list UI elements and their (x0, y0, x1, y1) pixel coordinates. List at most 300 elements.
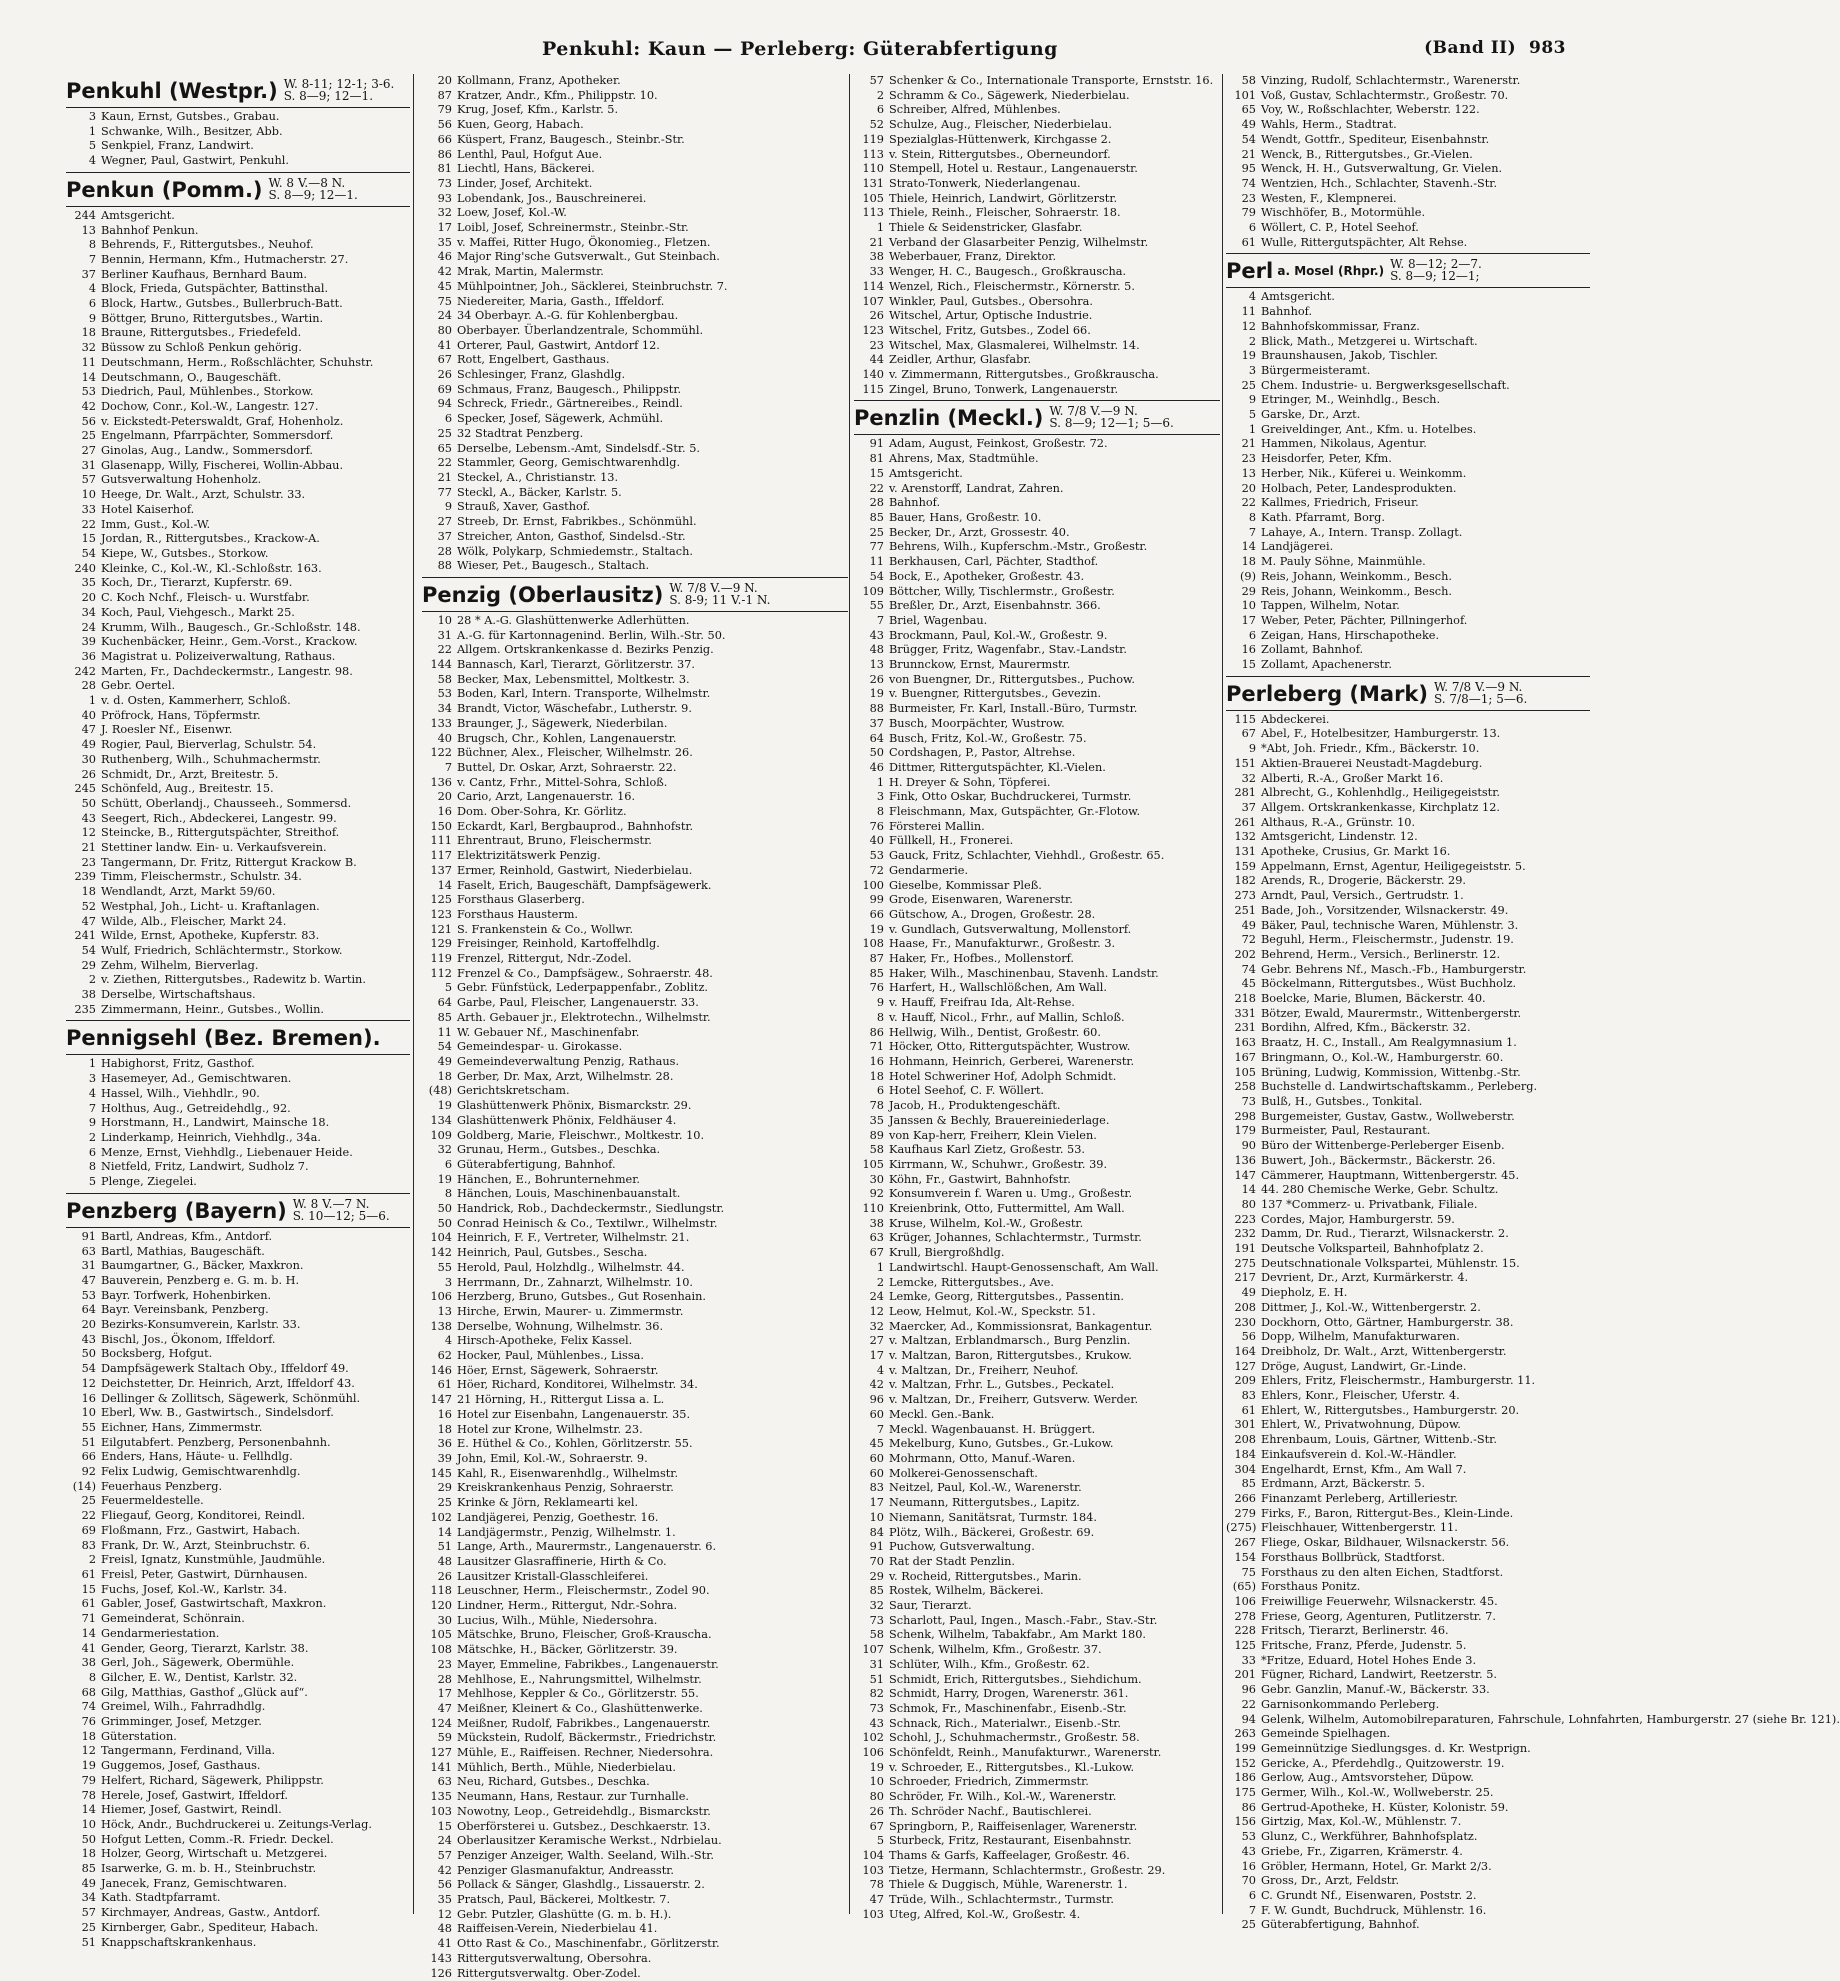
list-item (854, 1790, 1220, 1805)
list-item (854, 1540, 1220, 1555)
entry-text: Freisinger, Reinhold, Kartoffelhdlg. (457, 937, 660, 951)
phone-number: 32 (1241, 771, 1256, 785)
entry-text: v. Zimmermann, Rittergutsbes., Großkrauscha. (889, 368, 1159, 382)
phone-number: 6 (88, 297, 96, 311)
list-item (1226, 786, 1590, 801)
entry-text: Füllkell, H., Fronerei. (889, 834, 1014, 848)
phone-number: 52 (869, 118, 884, 132)
list-item (422, 1540, 848, 1555)
phone-number: 21 (1241, 437, 1256, 451)
phone-number: 58 (869, 1143, 884, 1157)
entry-text: Hasemeyer, Ad., Gemischtwaren. (101, 1072, 292, 1086)
list-item (854, 1143, 1220, 1158)
list-item (854, 555, 1220, 570)
phone-number: 244 (74, 208, 96, 222)
list-item (854, 1364, 1220, 1379)
phone-number: 92 (81, 1465, 96, 1479)
phone-number: 150 (430, 819, 452, 833)
entry-text: Bannasch, Karl, Tierarzt, Görlitzerstr. 37. (457, 658, 695, 672)
phone-number: 20 (81, 1318, 96, 1332)
list-item (422, 893, 848, 908)
section-divider (66, 206, 410, 207)
list-item (854, 1599, 1220, 1614)
phone-number: 53 (81, 385, 96, 399)
entry-text: Reis, Johann, Weinkomm., Besch. (1261, 584, 1452, 598)
list-item (1226, 1551, 1590, 1566)
list-item (66, 1597, 410, 1612)
list-item (854, 1158, 1220, 1173)
entry-text: Forsthaus Hausterm. (457, 907, 579, 921)
entry-text: Thiele, Heinrich, Landwirt, Görlitzerstr. (889, 191, 1118, 205)
list-item (1226, 1021, 1590, 1036)
entry-text: Braatz, H. C., Install., Am Realgymnasium 1. (1261, 1036, 1517, 1050)
phone-number: 34 (81, 1891, 96, 1905)
phone-number: 10 (869, 1510, 884, 1524)
list-item (66, 1877, 410, 1892)
list-item (854, 103, 1220, 118)
entry-text: Bahnhof Penkun. (101, 223, 199, 237)
entry-text: Greiveldinger, Ant., Kfm. u. Hotelbes. (1261, 422, 1477, 436)
phone-number: 73 (1241, 1095, 1256, 1108)
phone-number: 56 (437, 118, 452, 132)
list-item (66, 1347, 410, 1362)
entry-text: Molkerei-Genossenschaft. (889, 1466, 1038, 1480)
list-item (1226, 1345, 1590, 1360)
phone-number: 85 (81, 1862, 96, 1876)
entry-text: Gebr. Fünfstück, Lederpappenfabr., Zoblitz. (457, 981, 708, 995)
list-item (854, 1070, 1220, 1085)
entry-text: Jacob, H., Produktengeschäft. (889, 1099, 1061, 1113)
list-item (854, 89, 1220, 104)
entry-text: Timm, Fleischermstr., Schulstr. 34. (101, 870, 302, 884)
list-item (66, 1642, 410, 1657)
entry-text: Kaun, Ernst, Gutsbes., Grabau. (101, 110, 280, 123)
list-item (854, 1129, 1220, 1144)
entry-text: Derselbe, Wirtschaftshaus. (101, 988, 256, 1002)
list-item (422, 1158, 848, 1173)
list-item (66, 1303, 410, 1318)
phone-number: 35 (437, 1893, 452, 1907)
phone-number: 131 (1234, 845, 1256, 859)
list-item (66, 1774, 410, 1789)
phone-number: 61 (437, 1378, 452, 1392)
list-item (66, 1818, 410, 1833)
phone-number: 83 (869, 1481, 884, 1495)
phone-number: 61 (81, 1597, 96, 1611)
entry-text: Hotel Kaiserhof. (101, 502, 195, 516)
list-item (422, 1378, 848, 1393)
phone-number: 12 (869, 1304, 884, 1318)
phone-number: 142 (430, 1246, 452, 1260)
list-item (1226, 118, 1590, 133)
list-item (422, 192, 848, 207)
phone-number: 23 (1241, 191, 1256, 205)
entry-text: Appelmann, Ernst, Agentur, Heiligegeiststr. 5. (1261, 859, 1526, 873)
phone-number: 105 (1234, 1065, 1256, 1079)
list-item (66, 606, 410, 621)
list-item (854, 1437, 1220, 1452)
list-item (66, 282, 410, 297)
phone-number: 146 (430, 1363, 452, 1377)
phone-number: 133 (430, 716, 452, 730)
list-item (854, 1217, 1220, 1232)
phone-number: 19 (1241, 349, 1256, 363)
office-hours-weekday: W. 7/8 V.—9 N. (669, 580, 758, 595)
list-item (854, 820, 1220, 835)
list-item (66, 1436, 410, 1451)
phone-number: 245 (74, 782, 96, 796)
entry-text: Herold, Paul, Holzhdlg., Wilhelmstr. 44. (457, 1260, 685, 1274)
phone-number: 77 (869, 540, 884, 554)
list-item (66, 1568, 410, 1583)
entry-text: Faselt, Erich, Baugeschäft, Dampfsägewerk. (457, 878, 712, 892)
directory-column-2 (422, 74, 848, 1981)
list-item (422, 1129, 848, 1144)
list-item (66, 1259, 410, 1274)
entry-text: Bäker, Paul, technische Waren, Mühlenstr. 3. (1261, 918, 1519, 932)
entry-text: Bartl, Andreas, Kfm., Antdorf. (101, 1229, 273, 1243)
list-item (854, 74, 1220, 89)
list-item (854, 1731, 1220, 1746)
entry-text: Zehm, Wilhelm, Bierverlag. (101, 958, 259, 972)
list-item (854, 1820, 1220, 1835)
entry-text: Neumann, Rittergutsbes., Lapitz. (889, 1496, 1080, 1510)
list-item (422, 1481, 848, 1496)
phone-number: 228 (1234, 1624, 1256, 1638)
phone-number: 6 (444, 412, 452, 426)
phone-number: 23 (81, 855, 96, 869)
list-item (66, 125, 410, 140)
entry-text: Bade, Joh., Vorsitzender, Wilsnackerstr. 49. (1261, 903, 1509, 917)
phone-number: 163 (1234, 1036, 1256, 1050)
list-item (1226, 1830, 1590, 1845)
phone-number: 106 (1234, 1594, 1256, 1608)
entry-text: Kreiskrankenhaus Penzig, Sohraerstr. (457, 1481, 674, 1495)
entry-text: Kratzer, Andr., Kfm., Philippstr. 10. (457, 88, 658, 102)
list-item (854, 1496, 1220, 1511)
phone-number: 104 (862, 1848, 884, 1862)
phone-number: 12 (81, 1744, 96, 1758)
list-item (66, 1891, 410, 1906)
list-item (1226, 1771, 1590, 1786)
phone-number: 50 (81, 1832, 96, 1846)
list-item (422, 486, 848, 501)
phone-number: 83 (81, 1538, 96, 1552)
entry-text: E. Hüthel & Co., Kohlen, Görlitzerstr. 55. (457, 1437, 693, 1451)
list-item (1226, 364, 1590, 379)
phone-number: 7 (1248, 1903, 1256, 1917)
list-item (66, 1744, 410, 1759)
list-item (1226, 236, 1590, 251)
entry-text: Schenker & Co., Internationale Transporte, Ernststr. 16. (889, 74, 1214, 87)
entry-text: Zingel, Bruno, Tonwerk, Langenauerstr. (889, 382, 1119, 396)
section-heading (66, 177, 410, 203)
phone-number: 48 (437, 1922, 452, 1936)
list-item (422, 1334, 848, 1349)
entry-text: Schlesinger, Franz, Glashdlg. (457, 368, 626, 382)
entry-text: Eberl, Ww. B., Gastwirtsch., Sindelsdorf. (101, 1406, 334, 1420)
entry-text: Brandt, Victor, Wäschefabr., Lutherstr. 9. (457, 702, 692, 716)
phone-number: 9 (88, 311, 96, 325)
office-hours-weekday: W. 7/8 V.—9 N. (1049, 404, 1138, 419)
phone-number: 19 (81, 1759, 96, 1773)
list-item (66, 915, 410, 930)
entry-text: Fliegauf, Georg, Konditorei, Reindl. (101, 1509, 306, 1523)
list-item (854, 1834, 1220, 1849)
entry-text: Fleischhauer, Wittenbergerstr. 11. (1261, 1521, 1458, 1535)
phone-number: 63 (869, 1231, 884, 1245)
entry-text: Forsthaus zu den alten Eichen, Stadtforst. (1261, 1565, 1504, 1579)
list-item (854, 1011, 1220, 1026)
list-item (66, 1480, 410, 1495)
phone-number: 17 (437, 1687, 452, 1701)
entry-text: Zeigan, Hans, Hirschapotheke. (1261, 628, 1440, 642)
phone-number: 18 (81, 1847, 96, 1861)
list-item (1226, 1889, 1590, 1904)
phone-number: 15 (81, 1582, 96, 1596)
list-item (854, 1687, 1220, 1702)
phone-number: 64 (869, 731, 884, 745)
phone-number: 26 (81, 767, 96, 781)
list-item (854, 1173, 1220, 1188)
phone-number: 64 (81, 1303, 96, 1317)
phone-number: 49 (1241, 918, 1256, 932)
phone-number: 9 (88, 1116, 96, 1130)
phone-number: 167 (1234, 1050, 1256, 1064)
entry-text: Bennin, Hermann, Kfm., Hutmacherstr. 27. (101, 252, 349, 266)
entry-text: Steckl, A., Bäcker, Karlstr. 5. (457, 485, 622, 499)
list-item (1226, 1815, 1590, 1830)
phone-number: 48 (869, 643, 884, 657)
list-item (66, 1612, 410, 1627)
list-item (422, 1717, 848, 1732)
list-item (66, 1524, 410, 1539)
phone-number: 7 (1248, 525, 1256, 539)
list-item (854, 1526, 1220, 1541)
phone-number: 60 (869, 1407, 884, 1421)
phone-number: 87 (437, 88, 452, 102)
entry-text: Bischl, Jos., Ökonom, Iffeldorf. (101, 1332, 276, 1346)
phone-number: 6 (1248, 628, 1256, 642)
phone-number: 182 (1234, 874, 1256, 888)
entry-text: Janssen & Bechly, Brauereiniederlage. (889, 1113, 1110, 1127)
phone-number: 47 (81, 914, 96, 928)
list-item (66, 1936, 410, 1951)
phone-number: 208 (1234, 1433, 1256, 1447)
phone-number: 28 (81, 679, 96, 693)
phone-number: 67 (437, 353, 452, 367)
entry-text: Witschel, Fritz, Gutsbes., Zodel 66. (889, 323, 1091, 337)
list-item (1226, 1448, 1590, 1463)
list-item (66, 154, 410, 169)
entry-text: Mühlpointner, Joh., Säcklerei, Steinbruchstr. 7. (457, 279, 728, 293)
phone-number: 10 (81, 1406, 96, 1420)
phone-number: 3 (88, 1072, 96, 1086)
phone-number: 106 (862, 1746, 884, 1760)
entry-text: Schönfeldt, Reinh., Manufakturwr., Warenerstr. (889, 1746, 1162, 1760)
list-item (422, 250, 848, 265)
list-item (66, 694, 410, 709)
entry-text: Zimmermann, Heinr., Gutsbes., Wollin. (101, 1002, 324, 1016)
list-item (422, 1599, 848, 1614)
list-item (1226, 1301, 1590, 1316)
phone-number: 102 (430, 1510, 452, 1524)
entry-text: Cordes, Major, Hamburgerstr. 59. (1261, 1212, 1455, 1226)
phone-number: 49 (437, 1055, 452, 1068)
list-item (1226, 643, 1590, 658)
phone-number: 105 (862, 191, 884, 205)
entry-text: Busch, Moorpächter, Wustrow. (889, 716, 1065, 730)
entry-text: Holzer, Georg, Wirtschaft u. Metzgerei. (101, 1847, 328, 1861)
phone-number: 13 (81, 223, 96, 237)
entry-text: Fleischmann, Max, Gutspächter, Gr.-Flotow. (889, 805, 1141, 819)
list-item (1226, 408, 1590, 423)
entry-text: Althaus, R.-A., Grünstr. 10. (1261, 815, 1416, 829)
phone-number: 65 (1241, 103, 1256, 117)
phone-number: 42 (437, 265, 452, 279)
entry-text: Weber, Peter, Pächter, Pillningerhof. (1261, 613, 1468, 627)
phone-number: 15 (437, 1819, 452, 1833)
list-item (854, 467, 1220, 482)
phone-number: 3 (1248, 363, 1256, 377)
phone-number: 83 (1241, 1389, 1256, 1403)
list-item (1226, 1683, 1590, 1698)
entry-text: Grode, Eisenwaren, Warenerstr. (889, 893, 1073, 907)
entry-text: Mückstein, Rudolf, Bäckermstr., Friedrichstr. (457, 1731, 717, 1745)
entry-text: Gemeinderat, Schönrain. (101, 1612, 245, 1626)
phone-number: 22 (869, 481, 884, 495)
list-item (1226, 933, 1590, 948)
list-item (422, 1775, 848, 1790)
list-item (854, 1246, 1220, 1261)
entry-text: Diepholz, E. H. (1261, 1286, 1348, 1300)
place-name: Perl (1226, 259, 1274, 284)
entry-text: Nowotny, Leop., Getreidehdlg., Bismarckstr. (457, 1804, 711, 1818)
list-item (66, 1318, 410, 1333)
entry-text: Adam, August, Feinkost, Großestr. 72. (889, 437, 1108, 451)
phone-number: 58 (1241, 74, 1256, 87)
list-item (1226, 742, 1590, 757)
entry-text: Loew, Josef, Kol.-W. (457, 206, 567, 220)
list-item (422, 177, 848, 192)
list-item (66, 139, 410, 154)
phone-number: 11 (869, 555, 884, 569)
list-item (422, 1908, 848, 1923)
list-item (422, 74, 848, 89)
phone-number: 217 (1234, 1271, 1256, 1285)
list-item (66, 1862, 410, 1877)
entry-text: Erdmann, Arzt, Bäckerstr. 5. (1261, 1477, 1426, 1491)
entry-text: Penziger Glasmanufaktur, Andreasstr. (457, 1863, 674, 1877)
list-item (422, 1731, 848, 1746)
phone-number: 18 (81, 885, 96, 899)
list-item (854, 952, 1220, 967)
list-item (66, 900, 410, 915)
entry-text: Feuerhaus Penzberg. (101, 1479, 223, 1493)
entry-text: Jordan, R., Rittergutsbes., Krackow-A. (101, 532, 320, 546)
list-item (854, 1849, 1220, 1864)
entry-text: Spezialglas-Hüttenwerk, Kirchgasse 2. (889, 132, 1112, 146)
entry-text: Kahl, R., Eisenwarenhdlg., Wilhelmstr. (457, 1466, 679, 1480)
entry-text: Rostek, Wilhelm, Bäckerei. (889, 1584, 1044, 1598)
phone-number: 71 (81, 1612, 96, 1626)
entry-text: Wöllert, C. P., Hotel Seehof. (1261, 221, 1419, 235)
entry-text: 137 *Commerz- u. Privatbank, Filiale. (1261, 1197, 1478, 1211)
phone-number: 38 (81, 988, 96, 1002)
phone-number: 22 (81, 517, 96, 531)
phone-number: 79 (437, 103, 452, 117)
entry-text: Penziger Anzeiger, Walth. Seeland, Wilh.-Str. (457, 1848, 714, 1862)
entry-text: Girtzig, Max, Kol.-W., Mühlenstr. 7. (1261, 1815, 1462, 1829)
phone-number: 51 (437, 1540, 452, 1554)
list-item (1226, 1404, 1590, 1419)
entry-text: Buttel, Dr. Oskar, Arzt, Sohraerstr. 22. (457, 760, 677, 774)
phone-number: 56 (81, 414, 96, 428)
phone-number: 86 (869, 1025, 884, 1039)
phone-number: 37 (437, 529, 452, 543)
list-item (854, 937, 1220, 952)
entry-text: Briel, Wagenbau. (889, 613, 988, 627)
entry-text: Gender, Georg, Tierarzt, Karlstr. 38. (101, 1641, 309, 1655)
list-item (66, 1656, 410, 1671)
list-item (854, 673, 1220, 688)
list-item (422, 103, 848, 118)
entry-text: Freisl, Peter, Gastwirt, Dürnhausen. (101, 1567, 308, 1581)
list-item (854, 1423, 1220, 1438)
entry-text: Wilde, Alb., Fleischer, Markt 24. (101, 914, 287, 928)
list-item (854, 717, 1220, 732)
phone-number: 27 (437, 515, 452, 529)
list-item (854, 353, 1220, 368)
list-item (1226, 379, 1590, 394)
list-item (66, 253, 410, 268)
phone-number: 12 (437, 1907, 452, 1921)
list-item (66, 400, 410, 415)
entry-text: Floßmann, Frz., Gastwirt, Habach. (101, 1523, 301, 1537)
entry-text: Horstmann, H., Landwirt, Mainsche 18. (101, 1116, 330, 1130)
phone-number: 16 (869, 1055, 884, 1068)
list-item (854, 732, 1220, 747)
phone-number: 132 (1234, 830, 1256, 844)
list-item (422, 1231, 848, 1246)
entry-text: Strato-Tonwerk, Niederlangenau. (889, 176, 1081, 190)
list-item (66, 929, 410, 944)
entry-text: Plenge, Ziegelei. (101, 1175, 197, 1189)
entry-text: Forsthaus Bollbrück, Stadtforst. (1261, 1550, 1446, 1564)
list-item (422, 1467, 848, 1482)
entry-text: C. Grundt Nf., Eisenwaren, Poststr. 2. (1261, 1888, 1477, 1902)
phone-number: 85 (869, 510, 884, 524)
phone-number: 25 (1241, 1918, 1256, 1932)
phone-number: 22 (437, 643, 452, 657)
entry-text: Schmidt, Dr., Arzt, Breitestr. 5. (101, 767, 279, 781)
list-item (1226, 1139, 1590, 1154)
list-item (422, 545, 848, 560)
list-item (1226, 1433, 1590, 1448)
entry-text: Meißner, Kleinert & Co., Glashüttenwerke. (457, 1701, 703, 1715)
place-name: Penzlin (Meckl.) (854, 406, 1044, 431)
entry-text: Gerlow, Aug., Amtsvorsteher, Düpow. (1261, 1771, 1474, 1785)
directory-column-1 (66, 74, 410, 1950)
list-item (1226, 1227, 1590, 1242)
list-item (854, 1893, 1220, 1908)
phone-number: 11 (437, 1025, 452, 1039)
list-item (1226, 874, 1590, 889)
phone-number: 266 (1234, 1491, 1256, 1505)
phone-number: 17 (869, 1496, 884, 1510)
phone-number: 89 (869, 1128, 884, 1142)
place-name: Penzberg (Bayern) (66, 1198, 287, 1223)
